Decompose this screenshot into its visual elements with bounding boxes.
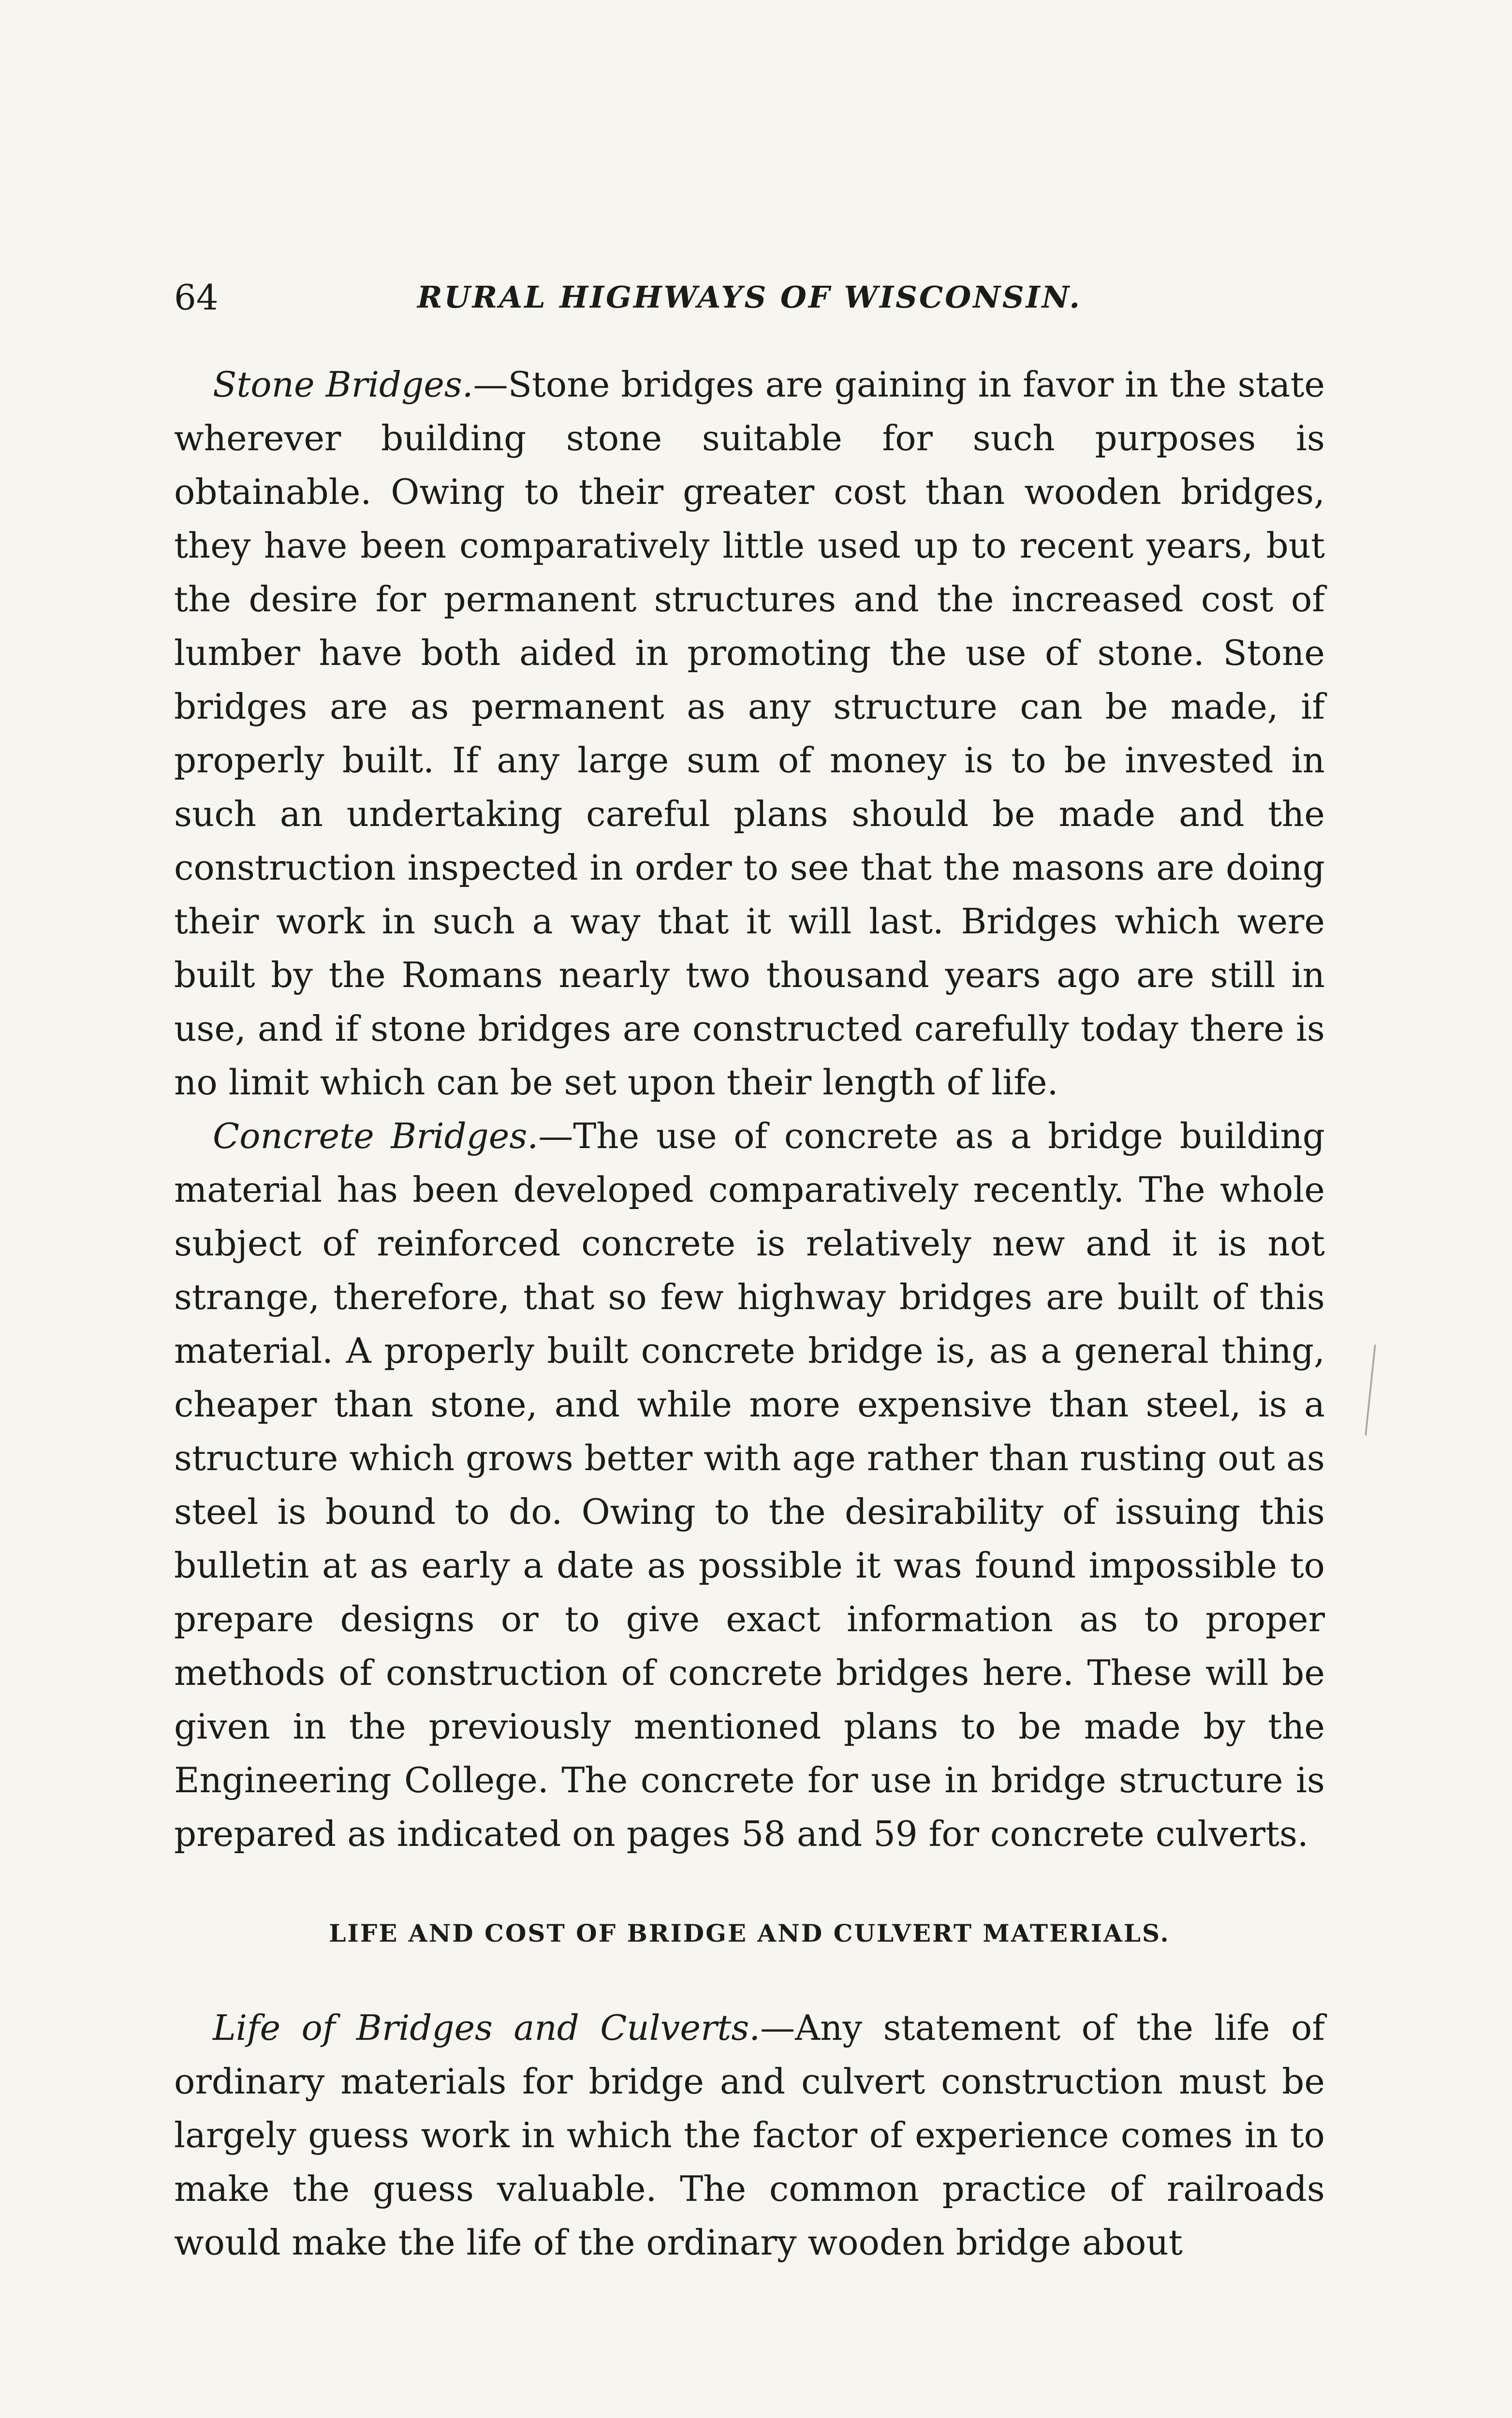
margin-pencil-mark — [1365, 1344, 1380, 1436]
paragraph-text: —The use of concrete as a bridge building material has been developed comparatively recently. The whole subject of reinforced concrete is relatively new and it is not strange, therefore, that so few highway bridges are built of this material. A properly built concrete bridge is, as a general thing, cheaper than stone, and while more expensive than steel, is a structure which grows better with age rather than rusting out as steel is bound to do. Owing to the desirability of issuing this bulletin at as early a date as possible it was found impossible to prepare designs or to give exact information as to proper methods of construction of concrete bridges here. These will be given in the previously mentioned plans to be made by the Engineering College. The concrete for use in bridge structure is prepared as indicated on pages 58 and 59 for concrete culverts. — [174, 1116, 1325, 1854]
page-header — [174, 271, 1325, 324]
paragraph-lead: Life of Bridges and Culverts. — [213, 2007, 761, 2048]
paragraph-text: —Any statement of the life of ordinary materials for bridge and culvert construction must be largely guess work in which the factor of experience comes in to make the guess valuable. The common practice of railroads would make the life of the ordinary wooden bridge about — [174, 2007, 1325, 2263]
section-heading: LIFE AND COST OF BRIDGE AND CULVERT MATERIALS. — [329, 1919, 1170, 1947]
paragraph-stone-bridges — [174, 358, 1325, 1109]
paragraph-lead: Concrete Bridges. — [213, 1116, 539, 1156]
paragraph-concrete-bridges — [174, 1109, 1325, 1861]
paragraph-lead: Stone Bridges. — [213, 364, 473, 405]
paragraph-text: —Stone bridges are gaining in favor in the state wherever building stone suitable for such purposes is obtainable. Owing to their greater cost than wooden bridges, they have been comparatively little used up to recent years, but the desire for permanent structures and the increased cost of lumber have both aided in promoting the use of stone. Stone bridges are as permanent as any structure can be made, if properly built. If any large sum of money is to be invested in such an undertaking careful plans should be made and the construction inspected in order to see that the masons are doing their work in such a way that it will last. Bridges which were built by the Romans nearly two thousand years ago are still in use, and if stone bridges are constructed carefully today there is no limit which can be set upon their length of life. — [174, 364, 1325, 1103]
paragraph-life-of-bridges — [174, 2001, 1325, 2270]
running-title: RURAL HIGHWAYS OF WISCONSIN. — [417, 280, 1082, 315]
page-number: 64 — [174, 277, 219, 318]
page-body — [174, 358, 1325, 2270]
